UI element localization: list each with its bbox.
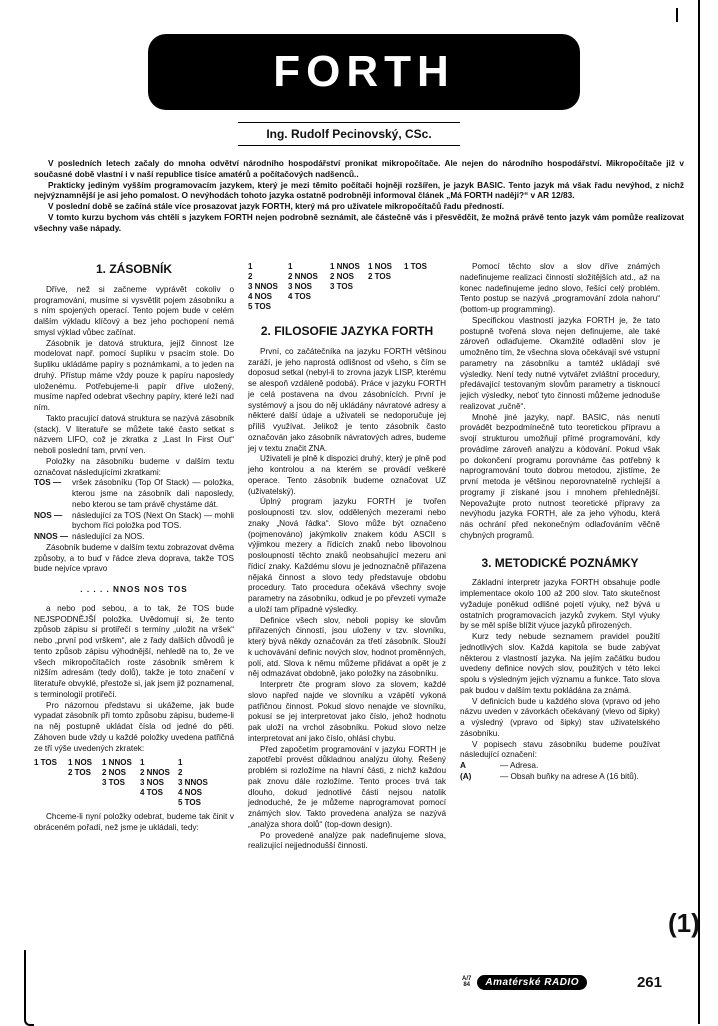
term-desc: následující za NOS. (72, 532, 145, 541)
issue-number (462, 976, 471, 988)
term-definition (34, 511, 234, 533)
stack-cell (68, 798, 102, 808)
stack-cell (34, 788, 68, 798)
notation-desc: — Adresa. (500, 761, 539, 770)
paragraph: Před započetím programování v jazyku FORTH je zapotřebí provést důkladnou analýzu úlohy. Řešený problém si rozložíme na hlavní části, z nichž každou pak znovu dále rozložíme. Tento proces trvá tak dlouho, dokud jednotlivé části nejsou natolik jednoduché, že je můžeme naprogramovat pomocí známých slov. Takto provedena analýza se nazývá „analýza shora dolů“ (top-down design). (248, 744, 446, 829)
stack-cell: 4 NOS (248, 292, 273, 301)
stack-table-pop (248, 262, 446, 312)
author-name: Ing. Rudolf Pecinovský, CSc. (266, 127, 432, 141)
intro-paragraph: V tomto kurzu bychom vás chtěli s jazykem FORTH nejen podrobně seznámit, ale částečně vás i přesvědčit, že možná právě tento jazyk vám pomůže realizovat všechny vaše nápady. (34, 211, 684, 233)
stack-cell (68, 778, 102, 788)
notation-symbol: (A) (460, 771, 472, 781)
term-definition (34, 532, 234, 543)
intro-paragraph: V posledních letech začaly do mnoha odvětví národního hospodářství pronikat mikropočítače. Ale nejen do národního hospodářství. Mikropočítače již v současné době vlastní i v naší republice tisíce amatérů a počítačových nadšenců.. (34, 158, 684, 179)
stack-cell: 1 TOS (34, 758, 57, 768)
page-edge-tick (676, 8, 678, 22)
author-rule-bottom (238, 145, 460, 146)
stack-cell: 2 TOS (68, 768, 91, 778)
notation-desc: — Obsah buňky na adrese A (16 bitů). (500, 771, 639, 781)
stack-cell: 2 (178, 768, 183, 778)
paragraph: Základní interpretr jazyka FORTH obsahuje podle implementace okolo 100 až 200 slov. Tato skutečnost vyžaduje poněkud odlišné pojetí výuky, než bývá u ostatních programovacích jazyků zvykem. Styl výuky by se měl spíše blížit výuce jazyků přirozených. (460, 578, 660, 631)
stack-cell: 2 NNOS (288, 272, 318, 281)
stack-cell: 1 (178, 758, 183, 768)
section-heading: 3. METODICKÉ POZNÁMKY (481, 555, 639, 570)
part-number: (1) (668, 908, 700, 938)
stack-sequence: . . . . . NNOS NOS TOS (80, 585, 188, 594)
author-rule-top (238, 122, 460, 123)
term-key: NOS — (34, 510, 63, 520)
page-footer (462, 970, 662, 994)
paragraph: V popisech stavu zásobníku budeme používat následující označení: (460, 739, 660, 760)
column-2 (248, 262, 446, 852)
stack-cell (330, 302, 368, 312)
stack-cell (404, 302, 438, 312)
stack-cell: 4 NOS (178, 788, 203, 798)
term-desc: následující za TOS (Next On Stack) — mohli bychom říci položka pod TOS. (72, 510, 234, 531)
stack-cell: 1 NNOS (102, 758, 132, 768)
stack-cell: 5 TOS (248, 302, 271, 311)
paragraph: Kurz tedy nebude seznamem pravidel použití jednotlivých slov. Každá kapitola se bude zabývat některou z vlastností jazyka. Na jejím začátku budou uvedeny definice nových slov, použitých v této lekci spolu s výsledným jejich významu a funkce. Tato slova pak budou v dalším textu pokládána za známá. (460, 632, 660, 695)
stack-cell: 3 TOS (102, 778, 125, 788)
paragraph: Mnohé jiné jazyky, např. BASIC, nás nenutí provádět bezpodmínečně tuto teoretickou přípravu a svojí strukturou umožňují přímé programování, kdy provádíme zároveň analýzu a kódování. Pokud však po dokončení programu porovnáme čas potřebný k naprogramování touto dobrou metodou, zjistíme, že první metoda je většinou neporovnatelně rychlejší a programy jí získané jsou i mnohem přehlednější. Nepovažujte proto nutnost teoretické přípravy za nevýhodu jazyka FORTH, ale za jeho výhodu, která nás ochrání před nekonečným odlaďováním věčně chybných programů. (460, 412, 660, 540)
title-banner (148, 34, 580, 110)
stack-cell: 1 (140, 758, 145, 768)
issue-number-top: A/7 (462, 976, 472, 982)
paragraph: a nebo pod sebou, a to tak, že TOS bude NEJSPODNĚJŠÍ položka. Uvědomují si, že tento způsob zápisu si protiřečí s termíny „uložit na vršek“ nebo „první pod vrškem“, ale z řady dalších důvodů je tento způsob zápisu výhodnější, nehledě na to, že ve všech mikropočítačích roste zásobník směrem k nižším adresám (tedy dolů), takže je toto značení v literatuře obvyklé, přestože si, jak jsem již poznamenal, s terminologií protiřečí. (34, 603, 234, 699)
stack-cell: 4 TOS (288, 292, 311, 301)
stack-cell: 3 NNOS (178, 778, 208, 788)
stack-table-push (34, 758, 234, 808)
paragraph: Definice všech slov, neboli popisy ke slovům přiřazených činností, jsou uloženy v tzv. slovníku, který bývá někdy označován za třetí zásobník. Slouží k uchovávání definic nových slov, hodnot proměnných, polí, atd. Slova k němu můžeme přidávat a opět je z něj odmazávat obdobně, jako položky na zásobníku. (248, 615, 446, 679)
column-3 (460, 262, 660, 783)
page-edge-line (698, 0, 700, 1024)
stack-cell: 2 NOS (102, 768, 127, 778)
stack-cell: 1 NOS (68, 758, 93, 768)
notation-definition (460, 772, 660, 783)
stack-cell: 1 TOS (404, 262, 427, 271)
stack-cell (140, 798, 178, 808)
intro-abstract (34, 158, 684, 234)
stack-cell (34, 768, 68, 778)
paragraph: Pro názornou představu si ukážeme, jak bude vypadat zásobník při tomto způsobu zápisu, budeme-li na něj postupně ukládat čísla od jedné do pěti. Záhoven bude vždy u každé položky uvedena patřičná ze tří výše uvedených zkratek: (34, 700, 234, 753)
article-title: FORTH (273, 47, 455, 96)
stack-cell (368, 302, 404, 312)
page-corner-mark (24, 950, 34, 1026)
paragraph: Uživateli je plně k dispozici druhý, který je plně pod jeho kontrolou a na kterém se provádí veškeré operace. Tento zásobník budeme označovat UZ (uživatelský). (248, 454, 446, 496)
stack-cell: 3 NOS (288, 282, 313, 291)
page-number: 261 (636, 973, 662, 991)
stack-cell: 1 NOS (368, 262, 393, 271)
paragraph: Takto pracující datová struktura se nazývá zásobník (stack). V literatuře se můžete také často setkat s názvem LIFO, což je zkratka z „Last In First Out“ neboli poslední tam, první ven. (34, 413, 234, 455)
section-heading: 2. FILOSOFIE JAZYKA FORTH (260, 324, 434, 338)
stack-cell (404, 282, 438, 292)
stack-cell: 1 (288, 262, 293, 271)
stack-cell: 3 TOS (330, 282, 353, 291)
paragraph: V definicích bude u každého slova (vpravo od jeho názvu uveden v závorkách očekávaný (vlevo od šipky) a výsledný (vpravo od šipky) stav uživatelského zásobníku. (460, 696, 660, 738)
paragraph: Položky na zásobníku budeme v dalším textu označovat následujícími zkratkami: (34, 456, 234, 477)
stack-cell (404, 292, 438, 302)
stack-cell: 1 NNOS (330, 262, 360, 271)
stack-cell (368, 292, 404, 302)
stack-cell: 2 NOS (330, 272, 355, 281)
term-key: TOS — (34, 478, 62, 488)
intro-paragraph: V poslední době se začíná stále více prosazovat jazyk FORTH, který má pro uživatele mikropočítačů řadu předností. (48, 201, 505, 212)
intro-paragraph: Prakticky jediným vyšším programovacím jazykem, který je mezi těmito počítači hojněji rozšířen, je jazyk BASIC. Tento jazyk má však řadu nevýhod, z nichž nejvýznamnější je asi jeho pomalost. O nevýhodách tohoto jazyka ostatně podrobněji informoval článek „Má FORTH naději?“ v AR 12/83. (34, 179, 684, 201)
term-definition (34, 478, 234, 510)
stack-cell: 2 (248, 272, 253, 281)
stack-cell (102, 788, 140, 798)
stack-cell (330, 292, 368, 302)
paragraph: Zásobník je datová struktura, jejíž činnost lze modelovat např. pomocí šupliku v psacím stole. Do šupliku ukládáme papíry s poznámkami, a to jeden na druhý. Přístup máme vždy pouze k papíru naposledy uloženému. Potřebujeme-li papír dříve uložený, musíme napřed odebrat všechny papíry, které leží nad ním. (34, 338, 234, 412)
paragraph: Chceme-li nyní položky odebrat, budeme tak činit v obráceném pořadí, než jsme je ukládali, tedy: (34, 812, 234, 832)
paragraph: První, co začátečníka na jazyku FORTH většinou zaráží, je jeho naprostá odlišnost od všeho, s čím se doposud setkal (nebyl-li to zrovna jazyk LISP, kterému se alespoň vzdáleně podobá). Práce v jazyku FORTH je celá postavena na dvou zásobnících. První je systémový a jsou do něj ukládány návratové adresy a některé další údaje a uživateli se nedoporučuje jej příliš využívat. Jelikož je tento zásobník často označován jako zásobník návratových adres, budeme jej v textu značit ZNA. (248, 346, 446, 453)
stack-cell: 2 TOS (368, 272, 391, 281)
stack-cell: 1 (248, 262, 253, 271)
stack-cell: 5 TOS (178, 798, 201, 808)
stack-cell (404, 272, 438, 282)
stack-cell: 3 NNOS (248, 282, 278, 291)
column-1 (34, 262, 234, 834)
stack-cell (34, 778, 68, 788)
stack-cell: 2 NNOS (140, 768, 170, 778)
stack-cell (368, 282, 404, 292)
paragraph: Úplný program jazyku FORTH je tvořen posloupností tzv. slov, oddělených mezerami nebo znaky „Nová řádka“. Slovo může být označeno (pojmenováno) jakýmkoliv znakem kódu ASCII s výjimkou mezery a řídicích znaků nebo libovolnou posloupností těchto znaků neobsahující mezeru ani řídicí znaky. Každému slovu je jednoznačně přiřazena nějaká činnost a slovo tedy představuje obdobu procedury. Tato procedura očekává všechny svoje parametry na zásobníku, odkud je po převzetí vymaže a uloží tam případné výsledky. (248, 497, 446, 614)
issue-number-bottom: 84 (463, 982, 471, 988)
term-desc: vršek zásobníku (Top Of Stack) — položka, kterou jsme na zásobník dali naposledy, nebo kterou se tam právě chystáme dát. (72, 478, 234, 509)
stack-cell: 3 NOS (140, 778, 165, 788)
term-key: NNOS — (34, 532, 69, 541)
paragraph: Dříve, než si začneme vyprávět cokoliv o programování, musíme si vysvětlit pojem zásobníku a s ním spojených operací. Tento pojem bude v celém dalším výkladu klíčový a bez jeho pochopení nemá smysl výklad vůbec začínat. (34, 284, 234, 337)
stack-cell (34, 798, 68, 808)
magazine-logo: Amatérské RADIO (477, 975, 587, 990)
stack-cell (288, 302, 330, 312)
paragraph: Pomocí těchto slov a slov dříve známých nadefinujeme realizaci činností složitějších atd., až na konec nadefinujeme jedno slovo, řešící celý problém. Tento postup se nazývá „programování zdola nahoru“ (bottom-up programming). (460, 262, 660, 314)
section-heading: 1. ZÁSOBNÍK (95, 262, 172, 276)
paragraph: Interpretr čte program slovo za slovem, každé slovo napřed najde ve slovníku a vzápětí vykoná patřičnou činnost. Pokud slovo nenajde ve slovníku, pokusí se jej interpretovat jako číslo, jehož hodnotu pak uloží na vrchol zásobníku. Pokud slovo nelze interpretovat ani jako číslo, ohlásí chybu. (248, 680, 446, 743)
stack-cell (102, 798, 140, 808)
paragraph: Specifickou vlastností jazyka FORTH je, že tato postupně tvořená slova nejen definujeme, ale také zároveň odlaďujeme. Okamžité odladění slov je umožněno tím, že všechna slova očekávají své vstupní parametry na zásobníku a tamtéž ukládají své výsledky. Není tedy nutné vytvářet zvláštní procedury, předávající testovaným slovům parametry a tisknoucí jejich výsledky, neboť tyto činnosti můžeme jednoduše realizovat „ručně“. (460, 315, 660, 411)
paragraph: Po provedené analýze pak nadefinujeme slova, realizující nejjednodušší činnosti. (248, 830, 446, 851)
stack-cell: 4 TOS (140, 788, 163, 798)
notation-symbol: A (460, 761, 466, 770)
notation-definition (460, 761, 660, 772)
stack-cell (68, 788, 102, 798)
paragraph: Zásobník budeme v dalším textu zobrazovat dvěma způsoby, a to buď v řádce zleva doprava, takže TOS bude nejvíce vpravo (34, 542, 234, 574)
